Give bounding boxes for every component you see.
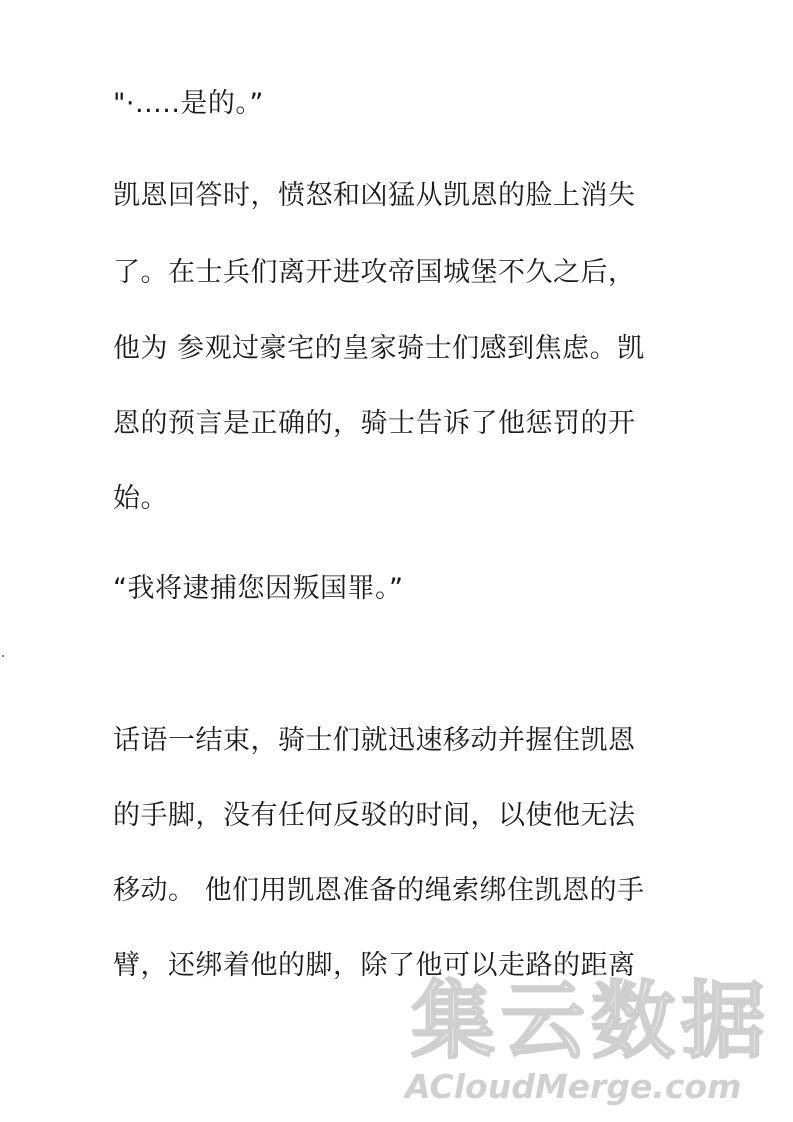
text-line: 话语一结束，骑士们就迅速移动并握住凯恩 — [113, 725, 636, 756]
text-line: 的手脚，没有任何反驳的时间，以使他无法 — [113, 800, 636, 831]
text-line: “我将逮捕您因叛国罪。” — [113, 573, 404, 604]
watermark — [405, 972, 785, 1110]
stray-dot — [2, 655, 4, 657]
text-line: 了。在士兵们离开进攻帝国城堡不久之后， — [113, 257, 636, 288]
watermark-chinese-text: 集云数据 — [411, 972, 772, 1070]
text-line: 始。 — [113, 483, 168, 514]
text-line: 凯恩回答时，愤怒和凶猛从凯恩的脸上消失 — [113, 180, 636, 211]
text-line: 臂，还绑着他的脚，除了他可以走路的距离 — [113, 950, 636, 981]
text-line: 移动。 他们用凯恩准备的绳索绑住凯恩的手 — [113, 875, 645, 906]
text-line: 他为 参观过豪宅的皇家骑士们感到焦虑。凯 — [113, 333, 645, 364]
watermark-english-text: ACloudMerge.com — [405, 1067, 742, 1106]
text-line: "·.....是的。” — [113, 88, 264, 119]
text-line: 恩的预言是正确的，骑士告诉了他惩罚的开 — [113, 408, 636, 439]
